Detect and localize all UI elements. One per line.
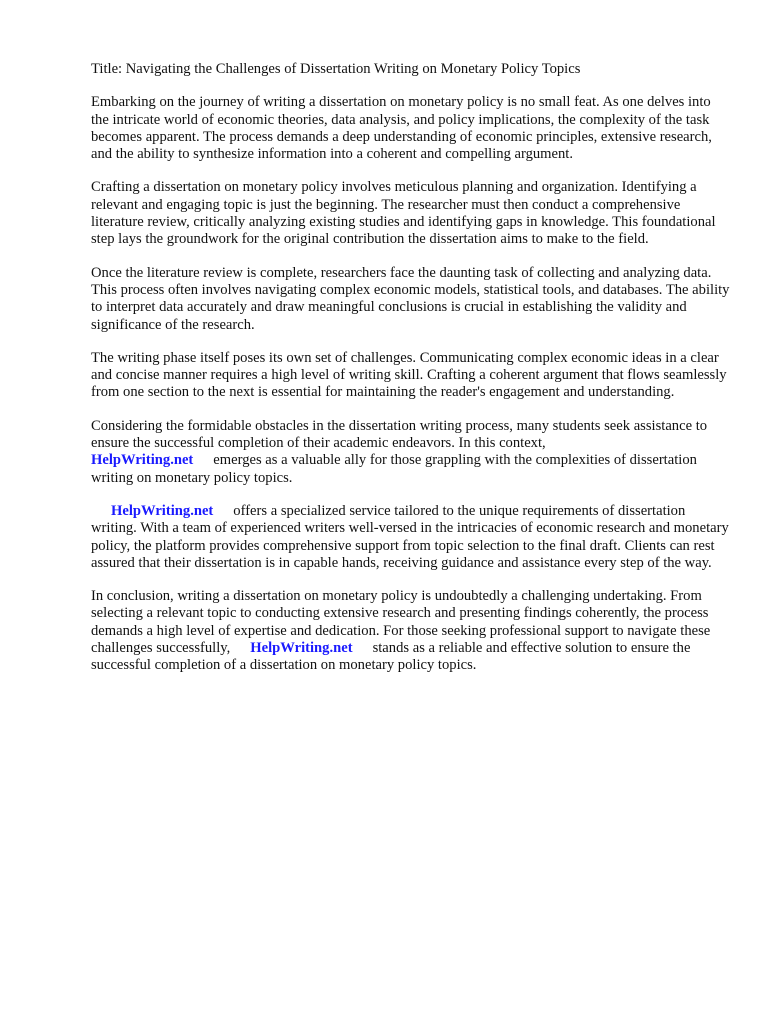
paragraph-intro: Embarking on the journey of writing a dissertation on monetary policy is no small feat. As one delves into the intricate world of economic theories, data analysis, and policy implications, the complexity of the task becomes apparent. The process demands a deep understanding of economic principles, extensive research, and the ability to synthesize information into a coherent and compelling argument. [91,94,712,163]
helpwriting-link-3[interactable]: HelpWriting.net [250,640,353,657]
paragraph-conclusion-text-after: stands as a reliable and effective solution to ensure the successful completion of a dissertation on monetary policy topics. [91,640,691,674]
paragraph-service [91,503,731,572]
paragraph-conclusion [91,588,731,674]
document-body [91,61,731,691]
paragraph-data-analysis: Once the literature review is complete, researchers face the daunting task of collecting and analyzing data. This process often involves navigating complex economic models, statistical tools, and databases. The ability to interpret data accurately and draw meaningful conclusions is crucial in establishing the validity and significance of the research. [91,264,730,333]
helpwriting-link-1[interactable]: HelpWriting.net [91,452,194,469]
paragraph-assistance [91,418,731,487]
document-title: Title: Navigating the Challenges of Dissertation Writing on Monetary Policy Topics [91,61,581,77]
paragraph-assistance-text-before: Considering the formidable obstacles in the dissertation writing process, many students seek assistance to ensure the successful completion of their academic endeavors. In this context, [91,417,708,452]
paragraph-assistance-text-after: emerges as a valuable ally for those grappling with the complexities of dissertation writing on monetary policy topics. [91,452,697,486]
paragraph-service-text: offers a specialized service tailored to the unique requirements of dissertation writing. With a team of experienced writers well-versed in the intricacies of economic research and monetary policy, the platform provides comprehensive support from topic selection to the final draft. Clients can rest assured that their dissertation is in capable hands, receiving guidance and assistance every step of the way. [91,502,729,571]
helpwriting-link-2[interactable]: HelpWriting.net [111,502,214,519]
paragraph-writing-phase: The writing phase itself poses its own set of challenges. Communicating complex economic ideas in a clear and concise manner requires a high level of writing skill. Crafting a coherent argument that flows seamlessly from one section to the next is essential for maintaining the reader's engagement and understanding. [91,349,727,401]
paragraph-planning: Crafting a dissertation on monetary policy involves meticulous planning and organization. Identifying a relevant and engaging topic is just the beginning. The researcher must then conduct a comprehensive literature review, critically analyzing existing studies and identifying gaps in knowledge. This foundational step lays the groundwork for the original contribution the dissertation aims to make to the field. [91,179,716,248]
paragraph-conclusion-text-before: In conclusion, writing a dissertation on monetary policy is undoubtedly a challenging undertaking. From selecting a relevant topic to conducting extensive research and presenting findings coherently, the process demands a high level of expertise and dedication. For those seeking professional support to navigate these challenges successfully, [91,588,711,657]
